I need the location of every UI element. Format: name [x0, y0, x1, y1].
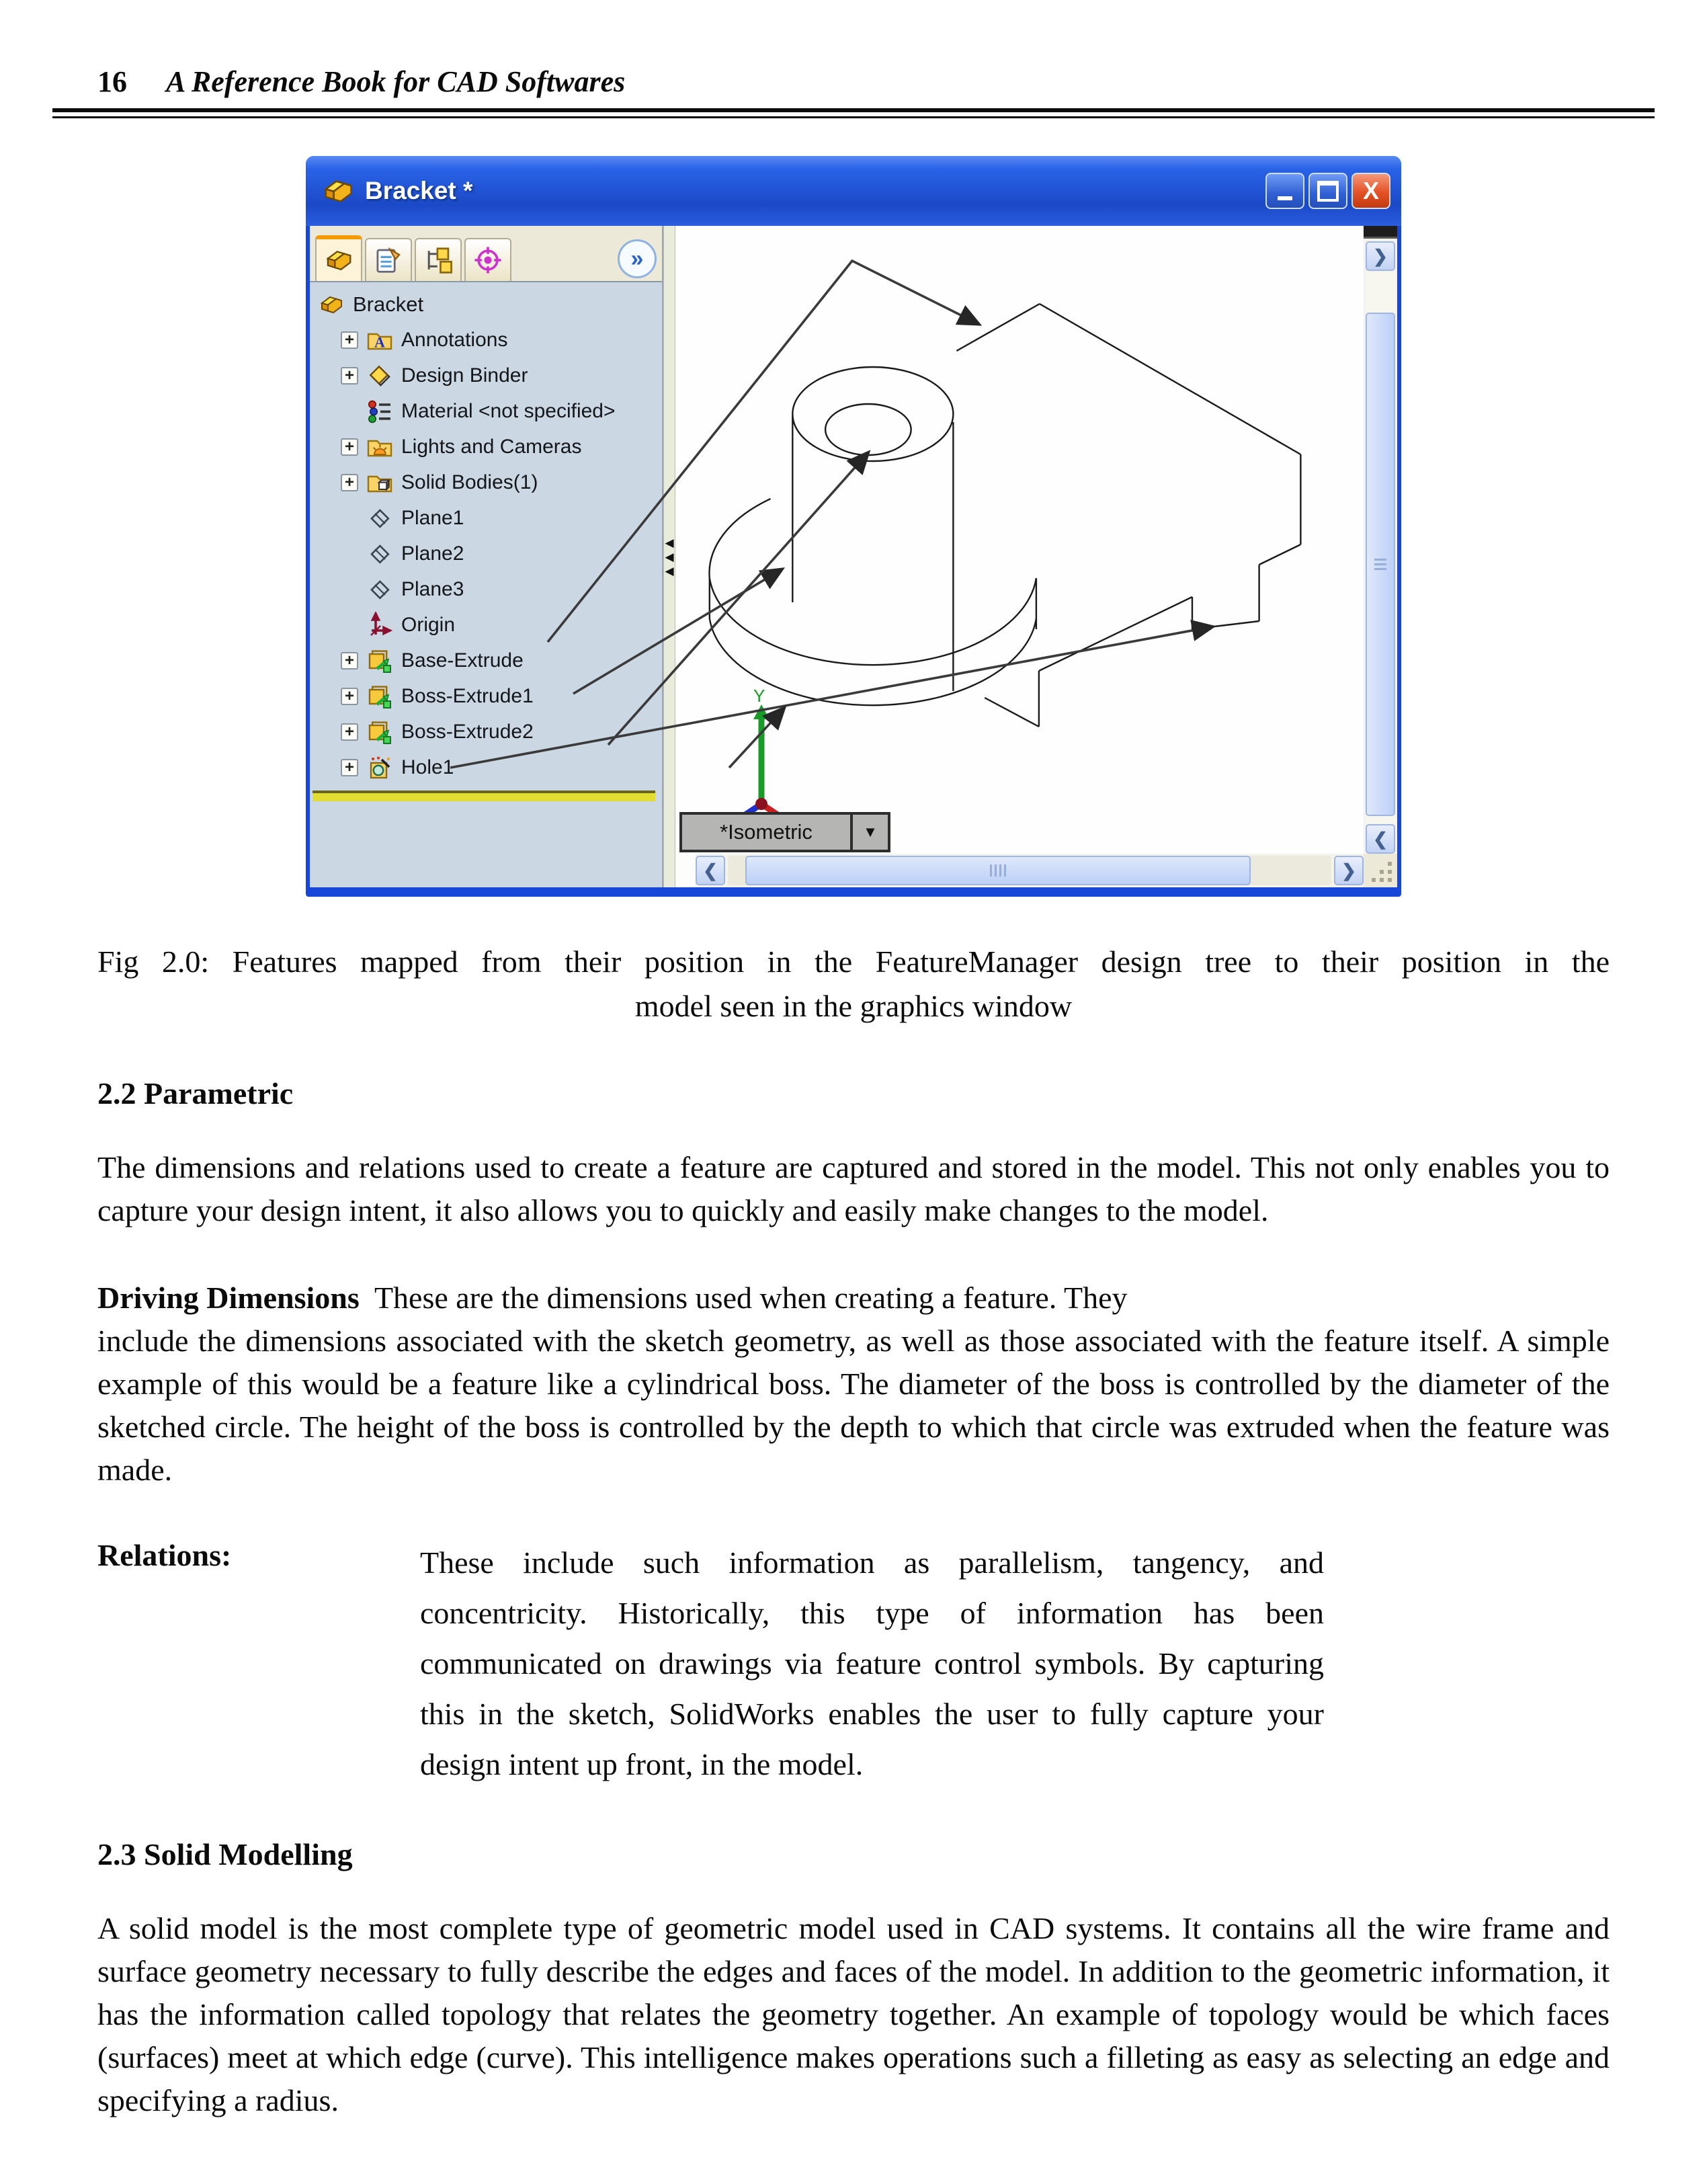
- extrude-icon: [366, 647, 393, 674]
- part-icon: [318, 291, 345, 318]
- driving-dimensions-line1: These are the dimensions used when creating a feature. They: [374, 1281, 1128, 1315]
- plane-icon: [366, 505, 393, 532]
- view-split-handle[interactable]: [1364, 226, 1397, 239]
- design-binder-icon: [366, 362, 393, 389]
- horizontal-scroll-thumb[interactable]: [745, 856, 1251, 885]
- dropdown-arrow-icon[interactable]: ▼: [850, 815, 888, 850]
- header-rule: [52, 108, 1655, 118]
- expand-icon[interactable]: +: [341, 438, 358, 456]
- title-bar: [306, 156, 1401, 226]
- graphics-side: [675, 226, 1397, 887]
- tree-item-label: Material <not specified>: [401, 399, 616, 422]
- tree-item-material[interactable]: [310, 393, 662, 429]
- hole-icon: [366, 754, 393, 781]
- panel-splitter[interactable]: [663, 226, 675, 887]
- tree-item-boss-extrude2[interactable]: [310, 714, 662, 750]
- collapse-arrow-icon: ◀: [665, 564, 674, 577]
- solidworks-window: [306, 156, 1401, 897]
- relations-block: [97, 1537, 1610, 1789]
- tab-featuremanager[interactable]: [315, 235, 362, 281]
- scroll-right-button[interactable]: ❯: [1334, 856, 1364, 885]
- tree-item-boss-extrude1[interactable]: [310, 678, 662, 714]
- vertical-scroll-track[interactable]: [1366, 272, 1395, 823]
- tab-propertymanager[interactable]: [365, 238, 412, 281]
- tree-item-label: Boss-Extrude2: [401, 720, 534, 743]
- scroll-left-button[interactable]: ❮: [696, 856, 725, 885]
- tree-item-annotations[interactable]: [310, 322, 662, 358]
- figure-caption: [97, 940, 1610, 1028]
- graphics-canvas[interactable]: [675, 226, 1364, 854]
- tree-item-label: Plane3: [401, 577, 464, 600]
- relations-label: Relations:: [97, 1538, 232, 1572]
- tree-item-solid-bodies[interactable]: [310, 464, 662, 500]
- tree-item-base-extrude[interactable]: [310, 643, 662, 678]
- more-tabs-button[interactable]: »: [618, 239, 657, 278]
- expand-icon[interactable]: +: [341, 474, 358, 491]
- tree-item-label: Lights and Cameras: [401, 435, 582, 458]
- driving-dimensions-rest: include the dimensions associated with the sketch geometry, as well as those associated with the feature itself. A simple example of this would be a feature like a cylindrical boss. The diameter of the boss is controlled by the diameter of the sketched circle. The height of the boss is controlled by the depth to which that circle was extruded when the feature was made.: [97, 1324, 1610, 1487]
- running-header: [97, 65, 1653, 99]
- tree-item-label: Boss-Extrude1: [401, 684, 534, 707]
- driving-dimensions-lead: Driving Dimensions: [97, 1281, 360, 1315]
- tree-item-label: Design Binder: [401, 364, 528, 387]
- rollback-bar[interactable]: [313, 791, 655, 801]
- tree-item-label: Plane2: [401, 542, 464, 565]
- tree-item-lights-and-cameras[interactable]: [310, 429, 662, 464]
- tab-configurationmanager[interactable]: [415, 238, 462, 281]
- parametric-text: The dimensions and relations used to create a feature are captured and stored in the model. This not only enables you to capture your design intent, it also allows you to quickly and easily make changes to the model.: [97, 1150, 1610, 1227]
- page-number: 16: [97, 65, 127, 98]
- section-heading-parametric: 2.2 Parametric: [97, 1076, 294, 1110]
- tree-item-label: Hole1: [401, 756, 454, 778]
- tree-item-hole1[interactable]: [310, 750, 662, 785]
- collapse-arrow-icon: ◀: [665, 536, 674, 549]
- manager-tab-bar: [310, 226, 662, 281]
- resize-grip[interactable]: [1364, 854, 1397, 887]
- window-body: [310, 226, 1397, 887]
- vertical-scroll-thumb[interactable]: [1366, 313, 1395, 816]
- tree-item-label: Bracket: [353, 292, 424, 316]
- expand-icon[interactable]: +: [341, 367, 358, 385]
- minimize-button[interactable]: [1265, 173, 1304, 209]
- maximize-button[interactable]: [1308, 173, 1347, 209]
- lights-folder-icon: [366, 434, 393, 460]
- tree-item-plane2[interactable]: [310, 536, 662, 571]
- plane-icon: [366, 540, 393, 567]
- parametric-paragraph: [97, 1146, 1610, 1232]
- section-heading-solid-modelling: 2.3 Solid Modelling: [97, 1837, 353, 1871]
- vertical-scrollbar[interactable]: [1364, 226, 1397, 887]
- extrude-icon: [366, 683, 393, 710]
- tree-item-bracket[interactable]: [310, 286, 662, 322]
- tree-item-label: Origin: [401, 613, 456, 636]
- book-title: A Reference Book for CAD Softwares: [166, 65, 626, 98]
- close-button[interactable]: X: [1351, 173, 1390, 209]
- tree-item-label: Solid Bodies(1): [401, 471, 538, 493]
- tree-item-label: Annotations: [401, 328, 508, 351]
- scroll-down-button[interactable]: ❮︎: [1366, 824, 1395, 854]
- plane-icon: [366, 576, 393, 603]
- extrude-icon: [366, 719, 393, 745]
- window-title: Bracket *: [365, 177, 473, 204]
- tree-item-label: Base-Extrude: [401, 649, 524, 672]
- solidworks-part-icon: [321, 173, 356, 208]
- axis-y-label: Y: [753, 690, 765, 706]
- tab-dimxpertmanager[interactable]: [464, 238, 511, 281]
- relations-text: These include such information as parallelism, tangency, and concentricity. Historically, this type of information has been communicated on drawings via feature control symbols. By capturing this in the sketch, SolidWorks enables the user to fully capture your design intent up front, in the model.: [420, 1545, 1324, 1781]
- featuremanager-panel: [310, 226, 663, 887]
- tree-item-plane1[interactable]: [310, 500, 662, 536]
- expand-icon[interactable]: +: [341, 759, 358, 776]
- origin-icon: [366, 612, 393, 639]
- annotations-folder-icon: [366, 327, 393, 354]
- driving-dimensions-paragraph: [97, 1277, 1610, 1492]
- expand-icon[interactable]: +: [341, 688, 358, 705]
- collapse-arrow-icon: ◀: [665, 550, 674, 563]
- tree-item-plane3[interactable]: [310, 571, 662, 607]
- caption-line1: Fig 2.0: Features mapped from their position in the FeatureManager design tree to their position in the: [97, 944, 1610, 979]
- view-orientation-value: *Isometric: [720, 820, 813, 844]
- view-orientation-dropdown[interactable]: [679, 812, 890, 852]
- material-icon: [366, 398, 393, 425]
- horizontal-scroll-track[interactable]: [728, 856, 1331, 885]
- tree-item-design-binder[interactable]: [310, 358, 662, 393]
- solid-modelling-paragraph: [97, 1907, 1610, 2122]
- tree-item-label: Plane1: [401, 506, 464, 529]
- solid-bodies-folder-icon: [366, 469, 393, 496]
- caption-line2: model seen in the graphics window: [634, 989, 1073, 1023]
- feature-tree: [310, 281, 662, 887]
- expand-icon[interactable]: +: [341, 331, 358, 349]
- tree-item-origin[interactable]: [310, 607, 662, 643]
- expand-icon[interactable]: +: [341, 652, 358, 670]
- horizontal-scrollbar[interactable]: [675, 854, 1364, 887]
- solid-modelling-text: A solid model is the most complete type of geometric model used in CAD systems. It contains all the wire frame and surface geometry necessary to fully describe the edges and faces of the model. In addition to the geometric information, it has the information called topology that relates the geometry together. An example of topology would be which faces (surfaces) meet at which edge (curve). This intelligence makes operations such a filleting as easy as selecting an edge and specifying a radius.: [97, 1911, 1610, 2117]
- scroll-up-button[interactable]: ❯︎: [1366, 241, 1395, 271]
- expand-icon[interactable]: +: [341, 723, 358, 741]
